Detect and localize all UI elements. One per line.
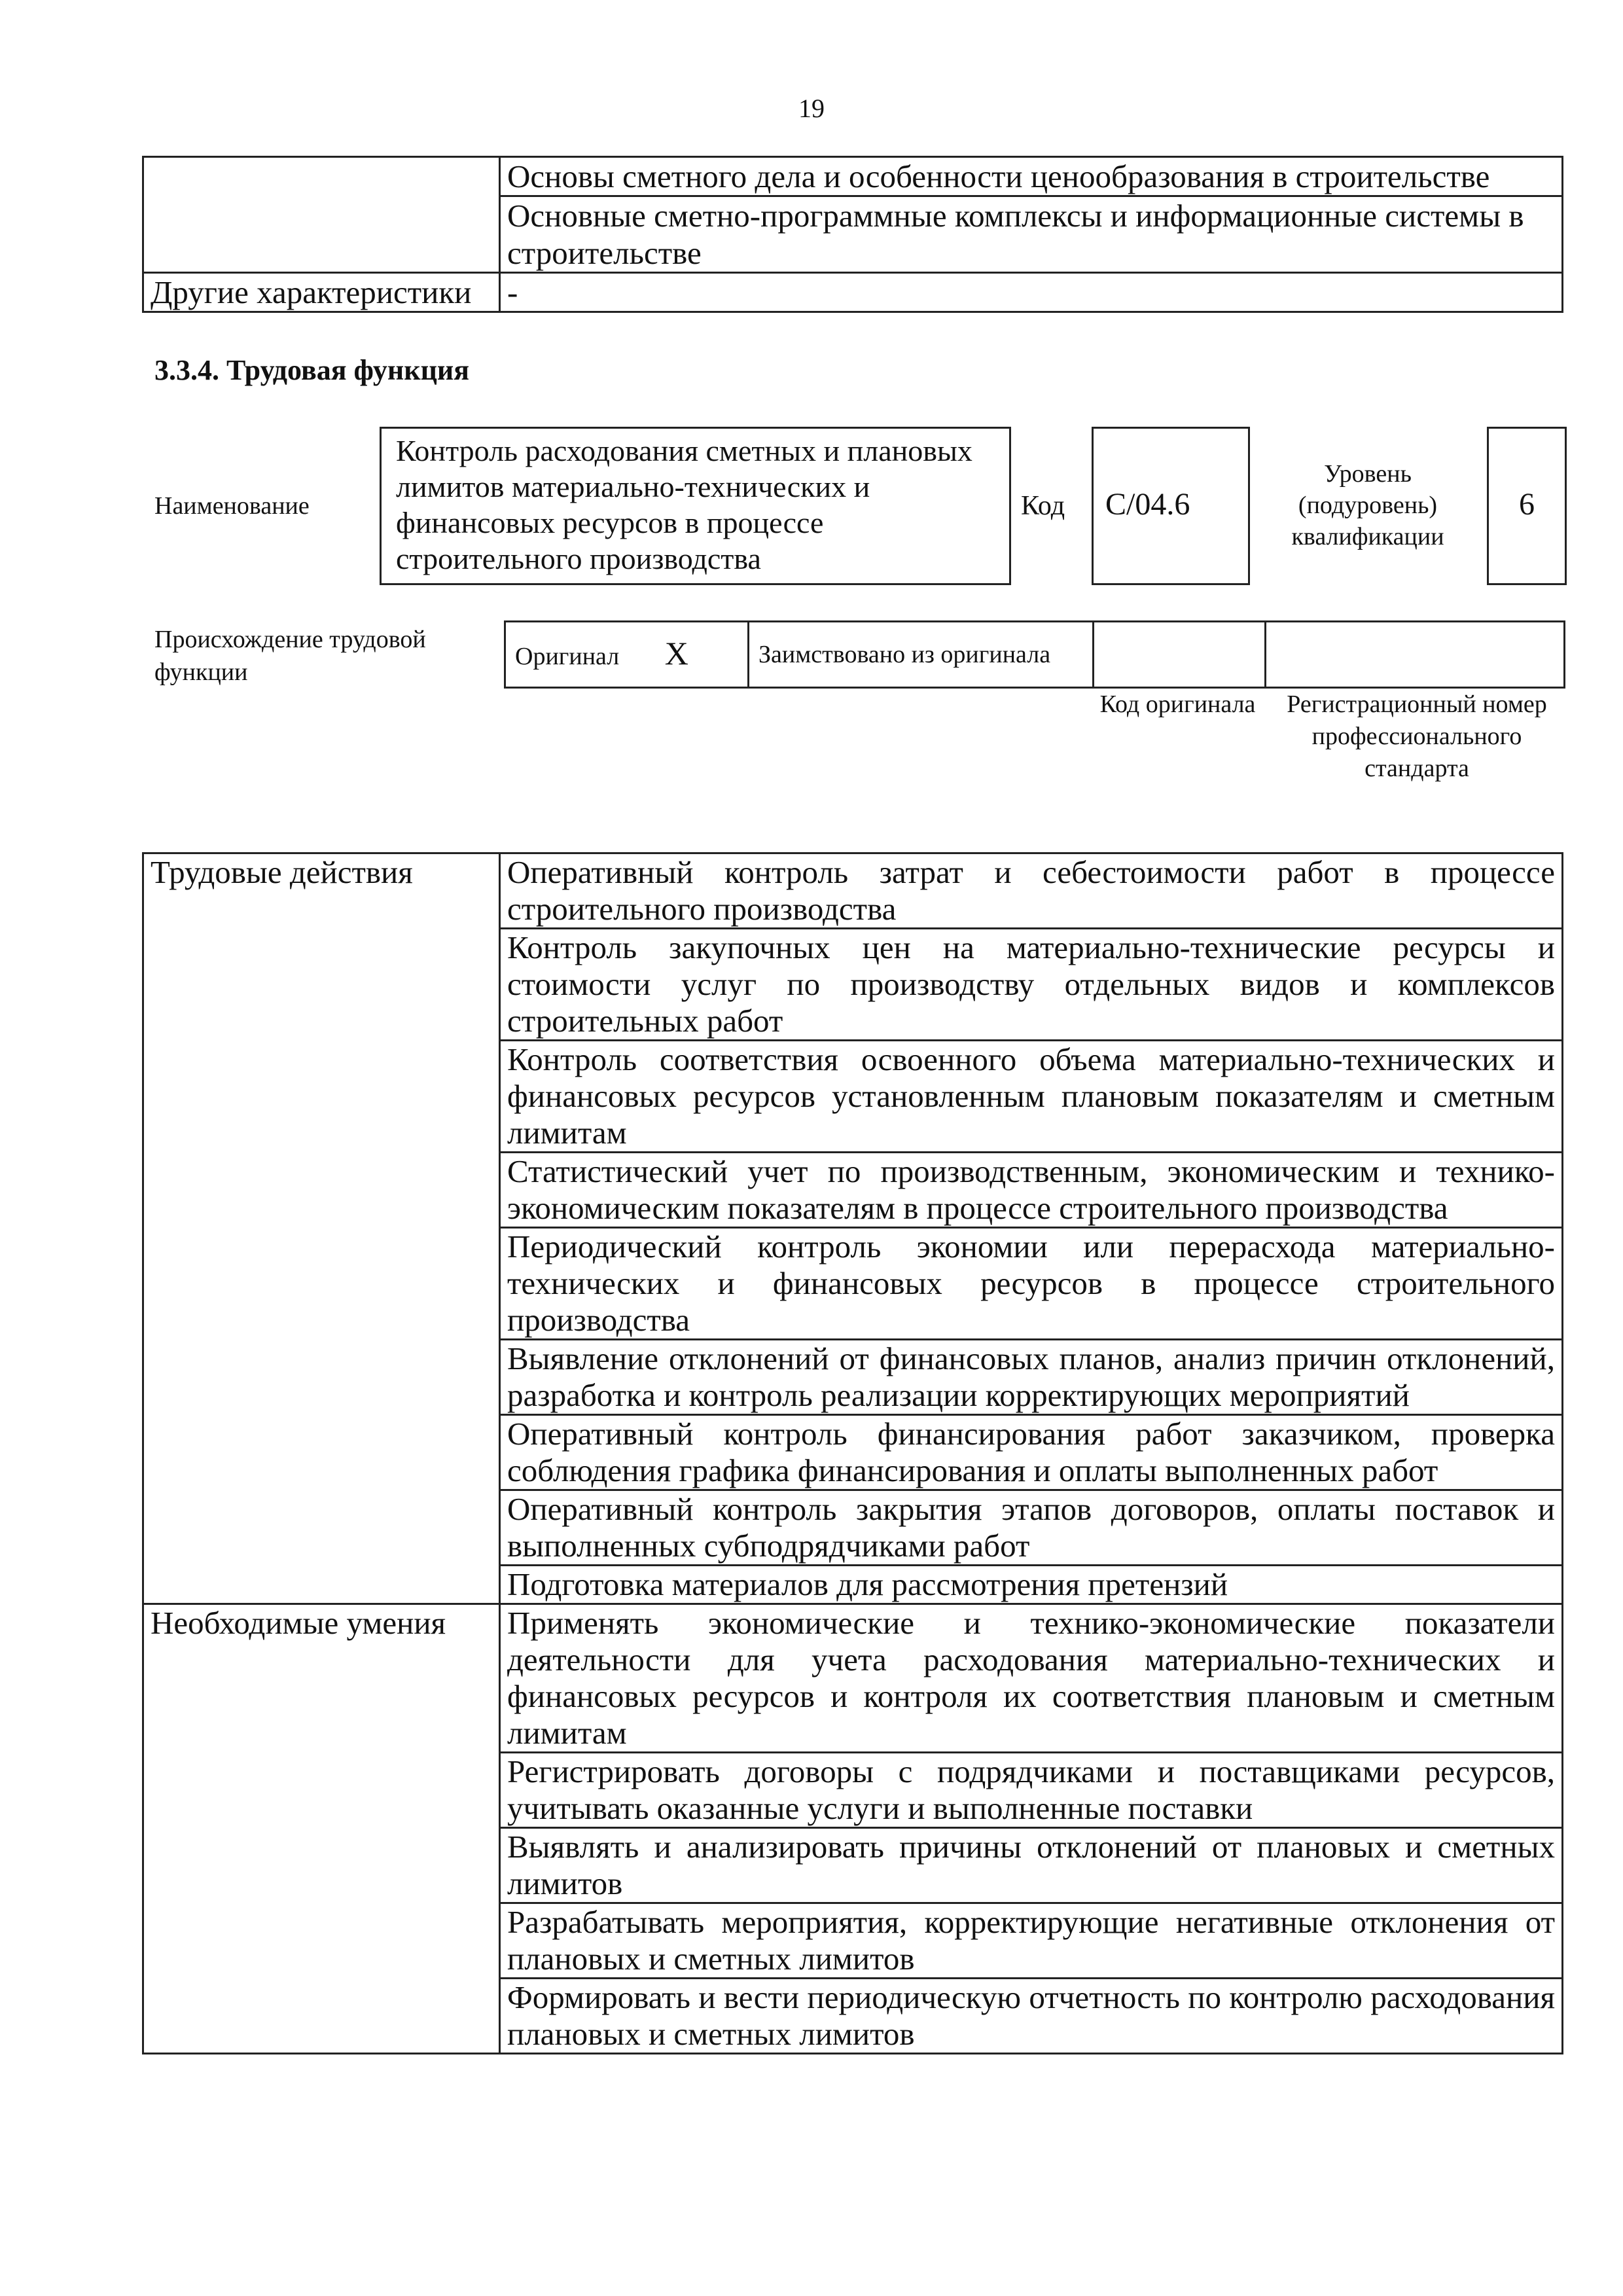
- action-item: Оперативный контроль затрат и себестоимости работ в процессе строительного производства: [500, 853, 1563, 929]
- action-item: Выявление отклонений от финансовых планов, анализ причин отклонений, разработка и контроль реализации корректирующих мероприятий: [500, 1340, 1563, 1415]
- knowledge-item: Основы сметного дела и особенности ценообразования в строительстве: [500, 157, 1563, 196]
- original-cell: [505, 622, 749, 688]
- skill-item: Разрабатывать мероприятия, корректирующие негативные отклонения от плановых и сметных лимитов: [500, 1903, 1563, 1979]
- origin-code-cell: [1094, 622, 1266, 688]
- skill-item: Формировать и вести периодическую отчетность по контролю расходования плановых и сметных лимитов: [500, 1979, 1563, 2054]
- labor-actions-table: [142, 852, 1563, 2054]
- code-value: C/04.6: [1105, 487, 1190, 522]
- section-heading: 3.3.4. Трудовая функция: [154, 354, 470, 386]
- original-mark: X: [664, 634, 688, 672]
- function-name-box: [380, 427, 1011, 585]
- knowledge-item: Основные сметно-программные комплексы и информационные системы в строительстве: [500, 196, 1563, 273]
- action-item: Контроль соответствия освоенного объема материально-технических и финансовых ресурсов установленным плановым показателям и сметным лимитам: [500, 1041, 1563, 1153]
- skill-item: Выявлять и анализировать причины отклонений от плановых и сметных лимитов: [500, 1828, 1563, 1903]
- knowledge-table-continuation: [142, 156, 1563, 313]
- original-label: Оригинал: [515, 642, 620, 670]
- skill-item: Регистрировать договоры с подрядчиками и поставщиками ресурсов, учитывать оказанные услуги и выполненные поставки: [500, 1753, 1563, 1828]
- reg-number-cell: [1266, 622, 1565, 688]
- code-label: Код: [1021, 491, 1065, 521]
- other-characteristics-label: Другие характеристики: [143, 273, 500, 312]
- origin-table: [504, 620, 1565, 689]
- name-label: Наименование: [154, 492, 310, 520]
- empty-label-cell: [143, 157, 500, 273]
- reg-number-caption: Регистрационный номер профессионального стандарта: [1287, 691, 1547, 782]
- function-name-value: Контроль расходования сметных и плановых лимитов материально-технических и финансовых ресурсов в процессе строительного производства: [396, 434, 972, 575]
- level-label: Уровень (подуровень) квалификации: [1291, 460, 1444, 550]
- skill-item: Применять экономические и технико-экономические показатели деятельности для учета расходования материально-технических и финансовых ресурсов и контроля их соответствия плановым и сметным лимитам: [500, 1604, 1563, 1753]
- borrowed-cell: [749, 622, 1094, 688]
- code-original-caption: Код оригинала: [1099, 691, 1256, 718]
- other-characteristics-value: -: [500, 273, 1563, 312]
- actions-label: Трудовые действия: [143, 853, 500, 1604]
- code-box: [1092, 427, 1250, 585]
- action-item: Оперативный контроль закрытия этапов договоров, оплаты поставок и выполненных субподрядчиками работ: [500, 1490, 1563, 1566]
- action-item: Контроль закупочных цен на материально-технические ресурсы и стоимости услуг по производству отдельных видов и комплексов строительных работ: [500, 929, 1563, 1041]
- action-item: Периодический контроль экономии или перерасхода материально-технических и финансовых ресурсов в процессе строительного производства: [500, 1228, 1563, 1340]
- origin-label: Происхождение трудовой функции: [154, 626, 426, 686]
- level-value: 6: [1519, 487, 1535, 522]
- action-item: Оперативный контроль финансирования работ заказчиком, проверка соблюдения графика финансирования и оплаты выполненных работ: [500, 1415, 1563, 1490]
- action-item: Подготовка материалов для рассмотрения претензий: [500, 1566, 1563, 1604]
- skills-label: Необходимые умения: [143, 1604, 500, 2054]
- level-box: [1487, 427, 1567, 585]
- page-number: 19: [798, 94, 825, 123]
- action-item: Статистический учет по производственным, экономическим и технико-экономическим показателям в процессе строительного производства: [500, 1153, 1563, 1228]
- borrowed-label: Заимствовано из оригинала: [758, 641, 1051, 668]
